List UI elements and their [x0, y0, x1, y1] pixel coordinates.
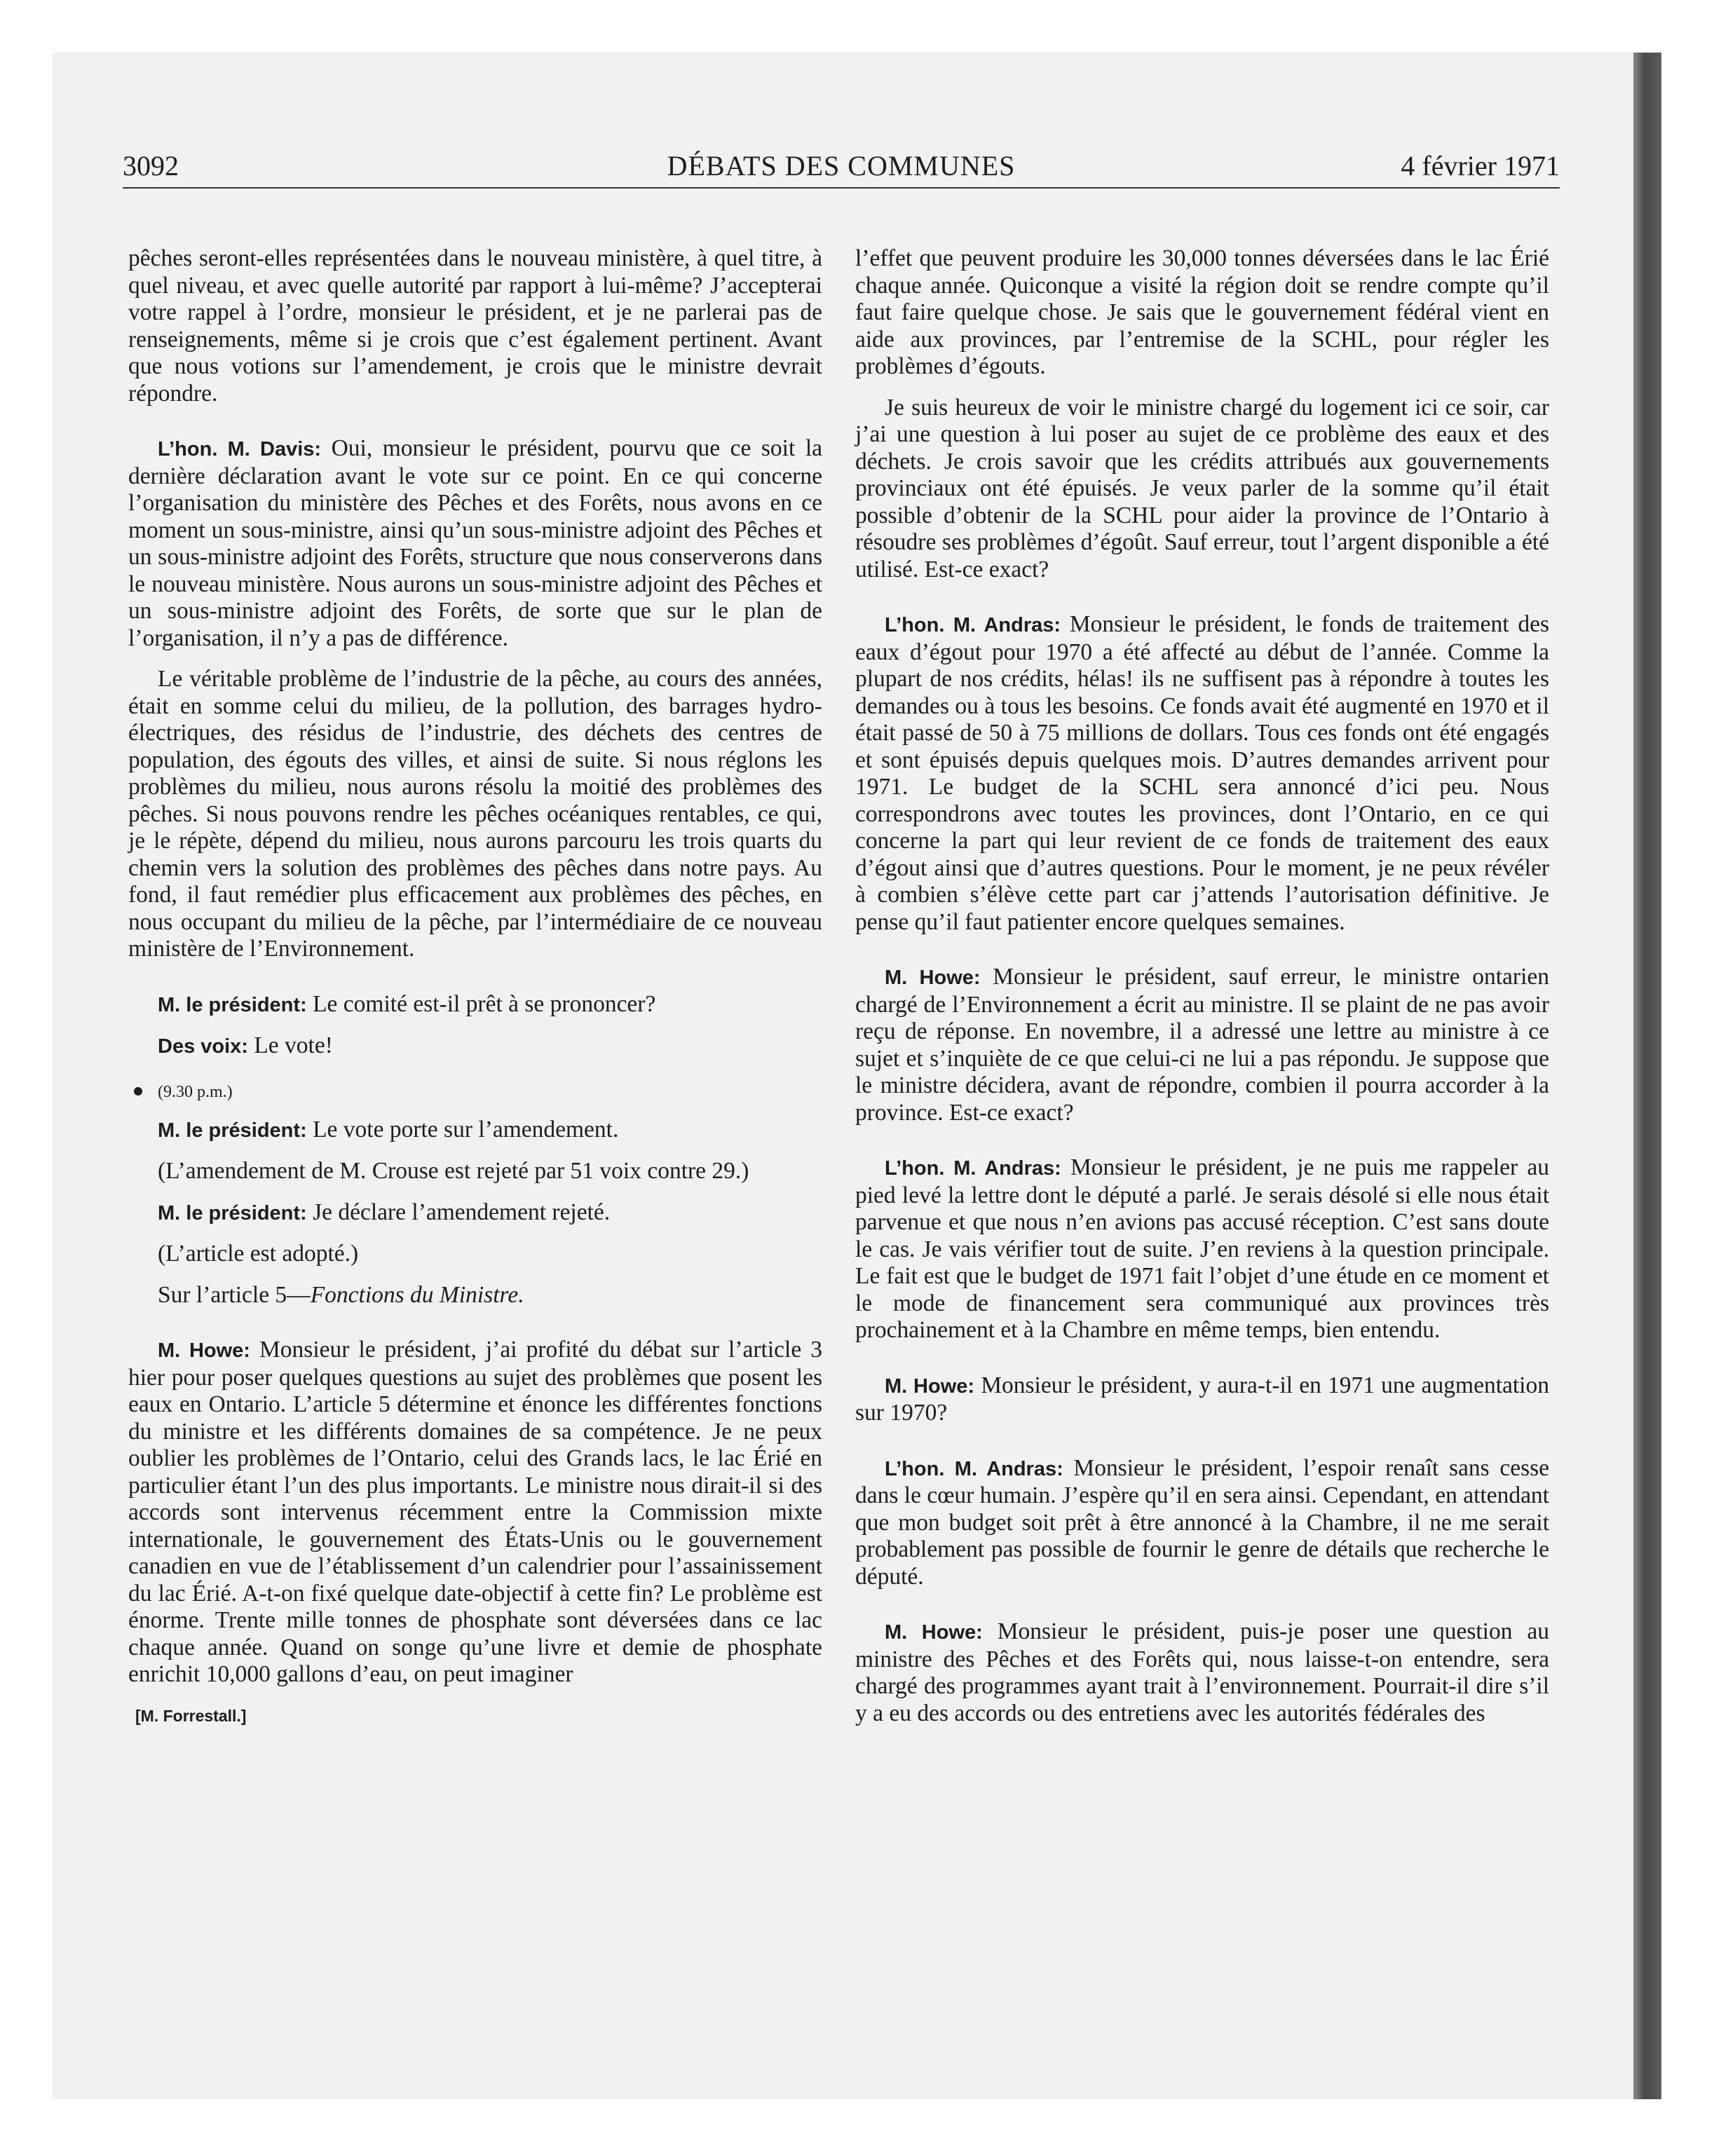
scan-edge-shadow — [1633, 53, 1661, 2099]
speech-president — [128, 991, 822, 1019]
page-number: 3092 — [123, 150, 179, 182]
speaker-name: L’hon. M. Andras: — [885, 614, 1061, 636]
speech-text: Monsieur le président, je ne puis me rappeler au pied levé la lettre dont le député a parlé. Je serais désolé si elle nous était parvenue et que nous n’en avions pas accusé réception. C’est sans doute le cas. Je vais vérifier tout de suite. J’en reviens à la question principale. Le fait est que le budget de 1971 fait l’objet d’une étude en ce moment et le mode de financement sera communiqué aux provinces très prochainement et à la Chambre en même temps, bien entendu. — [855, 1154, 1549, 1343]
speaker-name: M. Howe: — [885, 1374, 975, 1398]
speech-text: Oui, monsieur le président, pourvu que ce soit la dernière déclaration avant le vote sur ce point. En ce qui concerne l’organisation du ministère des Pêches et des Forêts, nous avons en ce moment un sous-ministre, ainsi qu’un sous-ministre adjoint des Pêches et un sous-ministre adjoint des Forêts, structure que nous conserverons dans le nouveau ministère. Nous aurons un sous-ministre adjoint des Pêches et un sous-ministre adjoint des Forêts, de sorte que sur le plan de l’organisation, il n’y a pas de différence. — [128, 435, 822, 651]
speech-president — [128, 1117, 822, 1145]
left-column — [128, 245, 822, 1743]
speech-howe — [855, 1618, 1549, 1727]
paragraph: Je suis heureux de voir le ministre chargé du logement ici ce soir, car j’ai une question à lui poser au sujet de ce problème des eaux et des déchets. Je crois savoir que les crédits attribués aux gouvernements provinciaux ont été épuisés. Je veux parler de la somme qu’il était possible d’obtenir de la SCHL pour aider la province de l’Ontario à résoudre ses problèmes d’égoût. Sauf erreur, tout l’argent disponible a été utilisé. Est-ce exact? — [855, 394, 1549, 582]
speech-text: Monsieur le président, le fonds de traitement des eaux d’égout pour 1970 a été affecté au début de l’année. Comme la plupart de nos crédits, hélas! ils ne suffisent pas à répondre à toutes les demandes ou à tous les besoins. Ce fonds avait été augmenté en 1970 et il était passé de 50 à 75 millions de dollars. Tous ces fonds ont été engagés et sont épuisés depuis quelques mois. D’autres demandes arrivent pour 1971. Le budget de la SCHL sera annoncé d’ici peu. Nous correspondrons avec toutes les provinces, dont l’Ontario, en ce qui concerne la part qui leur revient de ce fonds de traitement des eaux d’égout ainsi que d’autres questions. Pour le moment, je ne peux révéler à combien s’élève cette part car j’attends l’autorisation définitive. Je pense qu’il faut patienter encore quelques semaines. — [855, 611, 1550, 935]
speaker-name: L’hon. M. Andras: — [885, 1457, 1063, 1480]
speech-howe — [855, 1372, 1549, 1427]
publication-title: DÉBATS DES COMMUNES — [667, 150, 1016, 182]
speech-voices — [128, 1032, 822, 1060]
article-prefix: Sur l’article 5— — [158, 1281, 311, 1308]
speech-andras — [855, 1455, 1549, 1591]
article-heading — [128, 1282, 822, 1309]
speech-text: Le vote! — [254, 1032, 333, 1058]
paragraph: pêches seront-elles représentées dans le nouveau ministère, à quel titre, à quel niveau, et avec quelle autorité par rapport à lui-même? J’accepterai votre rappel à l’ordre, monsieur le président, et je ne parlerai pas de renseignements, même si je crois que c’est également pertinent. Avant que nous votions sur l’amendement, je crois que le ministre devrait répondre. — [128, 245, 822, 407]
speaker-name: M. le président: — [158, 993, 307, 1016]
speech-andras — [855, 1154, 1549, 1344]
speaker-name: L’hon. M. Andras: — [885, 1157, 1061, 1180]
bullet-icon — [134, 1087, 142, 1096]
paragraph: l’effet que peuvent produire les 30,000 tonnes déversées dans le lac Érié chaque année. Quiconque a visité la région doit se rendre compte qu’il faut faire quelque chose. Je sais que le gouvernement fédéral vient en aide aux provinces, par l’entremise de la SCHL, pour régler les problèmes d’égouts. — [855, 245, 1549, 379]
speech-text: Monsieur le président, y aura-t-il en 1971 une augmentation sur 1970? — [855, 1372, 1549, 1426]
page-date: 4 février 1971 — [1401, 150, 1560, 182]
speech-howe — [855, 964, 1549, 1126]
speech-text: Le vote porte sur l’amendement. — [313, 1116, 619, 1142]
speech-text: Monsieur le président, l’espoir renaît sans cesse dans le cœur humain. J’espère qu’il en sera ainsi. Cependant, en attendant que mon budget soit prêt à être annoncé à la Chambre, il ne me serait probablement pas possible de fournir le genre de détails que recherche le député. — [855, 1454, 1550, 1590]
page-header — [123, 145, 1560, 189]
speaker-name: M. le président: — [158, 1119, 307, 1142]
speaker-name: L’hon. M. Davis: — [158, 438, 322, 460]
speaker-name: M. Howe: — [158, 1339, 250, 1362]
article-title: Fonctions du Ministre. — [310, 1281, 524, 1308]
speech-howe — [128, 1337, 822, 1688]
speech-president — [128, 1199, 822, 1227]
speech-davis — [128, 435, 822, 652]
time-text: (9.30 p.m.) — [158, 1082, 233, 1101]
speech-text: Monsieur le président, sauf erreur, le ministre ontarien chargé de l’Environnement a écrit au ministre. Il se plaint de ne pas avoir reçu de réponse. En novembre, il a adressé une lettre au ministre à ce sujet et s’inquiète de ce que celui-ci ne lui a pas répondu. Je suppose que le ministre décidera, avant de répondre, combien il pourra accorder à la province. Est-ce exact? — [855, 964, 1550, 1126]
speech-text: Le comité est-il prêt à se prononcer? — [313, 990, 656, 1017]
speaker-name: Des voix: — [158, 1035, 248, 1058]
amendment-result: (L’amendement de M. Crouse est rejeté par 51 voix contre 29.) — [158, 1158, 749, 1184]
speech-text: Je déclare l’amendement rejeté. — [313, 1199, 611, 1225]
speech-text: Monsieur le président, puis-je poser une question au ministre des Pêches et des Forêts qui, nous laisse-t-on entendre, sera chargé des programmes ayant trait à l’environnement. Pourrait-il dire s’il y a eu des accords ou des entretiens avec les autorités fédérales des — [855, 1618, 1549, 1726]
paragraph: Le véritable problème de l’industrie de la pêche, au cours des années, était en somme celui du milieu, de la pollution, des barrages hydro-électriques, des résidus de l’industrie, des déchets des centres de population, des égouts des villes, et ainsi de suite. Si nous réglons les problèmes du milieu, nous aurons résolu la moitié des problèmes des pêches. Si nous pouvons rendre les pêches océaniques rentables, ce qui, je le répète, dépend du milieu, nous aurons parcouru les trois quarts du chemin vers la solution des problèmes des pêches dans notre pays. Au fond, il faut remédier plus efficacement aux problèmes des pêches, en nous occupant du milieu de la pêche, par l’intermédiaire de ce nouveau ministère de l’Environnement. — [128, 666, 822, 962]
article-adopted: (L’article est adopté.) — [158, 1241, 359, 1267]
speaker-name: M. Howe: — [885, 967, 981, 989]
speaker-name: M. Howe: — [885, 1621, 983, 1644]
speech-andras — [855, 611, 1549, 936]
speaker-signoff: [M. Forrestall.] — [135, 1706, 247, 1725]
time-marker — [128, 1082, 822, 1103]
speech-text: Monsieur le président, j’ai profité du débat sur l’article 3 hier pour poser quelques questions au sujet des problèmes que posent les eaux en Ontario. L’article 5 détermine et énonce les différentes fonctions du ministre et les différents domaines de sa compétence. Je ne peux oublier les problèmes de l’Ontario, celui des Grands lacs, le lac Érié en particulier étant l’un des plus importants. Le ministre nous dirait-il si des accords sont intervenus récemment entre la Commission mixte internationale, le gouvernement des États-Unis ou le gouvernement canadien en vue de l’établissement d’un calendrier pour l’assainissement du lac Érié. A-t-on fixé quelque date-objectif à cette fin? Le problème est énorme. Trente mille tonnes de phosphate sont déversées dans ce lac chaque année. Quand on songe qu’une livre et demie de phosphate enrichit 10,000 gallons d’eau, on peut imaginer — [128, 1337, 822, 1687]
speaker-name: M. le président: — [158, 1201, 307, 1224]
right-column — [855, 245, 1549, 1741]
